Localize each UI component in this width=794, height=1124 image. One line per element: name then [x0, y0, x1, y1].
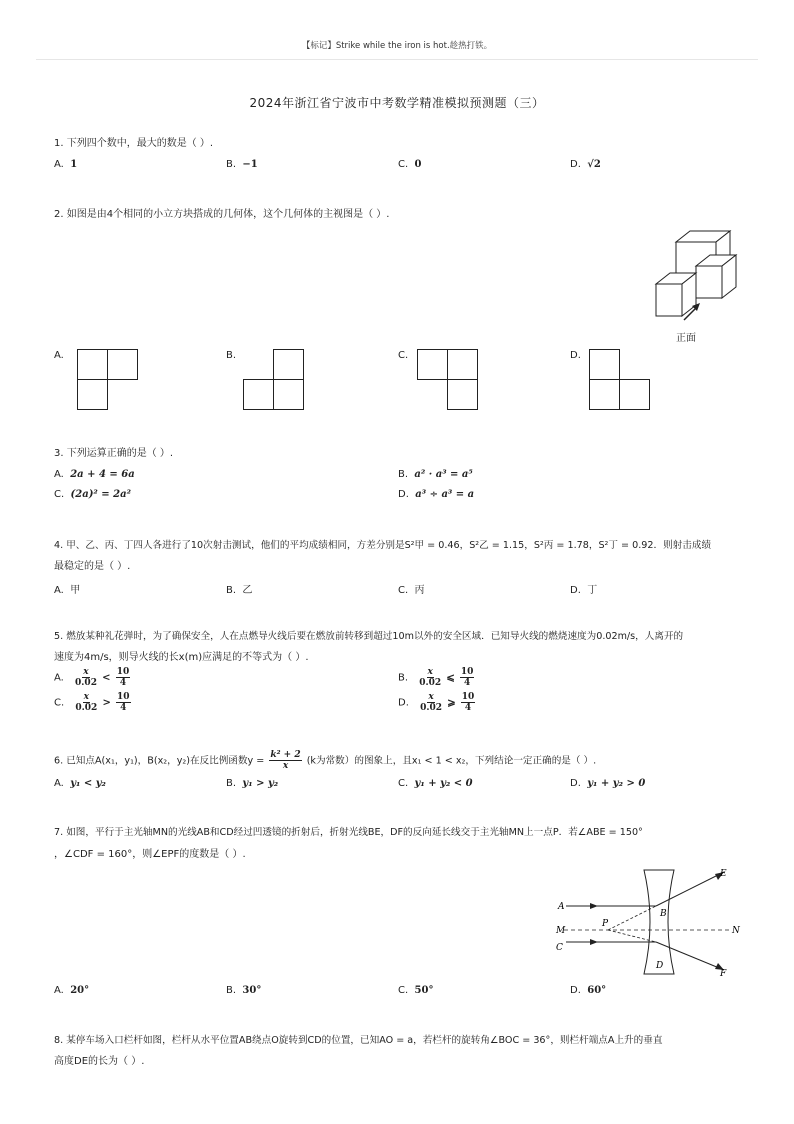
label-c: C	[556, 943, 563, 953]
q2-option-c-label[interactable]: C.	[398, 350, 409, 361]
fraction	[116, 692, 131, 713]
fraction	[75, 667, 97, 688]
q2-figure-caption: 正面	[676, 333, 696, 344]
option-text: 50°	[414, 985, 434, 996]
denominator: x	[282, 761, 289, 771]
option-label: B.	[226, 985, 237, 996]
q2-option-d-label[interactable]: D.	[570, 350, 581, 361]
concave-lens	[644, 870, 674, 974]
fraction	[420, 692, 442, 713]
option-text: −1	[242, 159, 258, 170]
q4-option-d[interactable]	[570, 581, 597, 596]
option-text: 丙	[414, 585, 425, 596]
q5-option-b[interactable]	[398, 667, 476, 688]
function-fraction	[269, 750, 301, 771]
q7-option-a[interactable]	[54, 985, 89, 996]
q1-stem: 1. 下列四个数中，最大的数是（ ）.	[54, 138, 214, 149]
option-label: D.	[398, 489, 409, 500]
q8-stem-line1: 8. 某停车场入口栏杆如图，栏杆从水平位置AB绕点O旋转到CD的位置，已知AO = a，若栏杆的旋转角∠BOC = 36°，则栏杆端点A上升的垂直	[54, 1035, 663, 1046]
operator: ⩽	[446, 672, 455, 684]
numerator: 10	[116, 667, 130, 677]
numerator: 10	[460, 667, 474, 677]
numerator: 10	[117, 692, 130, 702]
q3-option-c[interactable]	[54, 489, 131, 500]
option-text: y₁ > y₂	[242, 778, 279, 789]
q6-option-b[interactable]	[226, 778, 278, 789]
option-label: C.	[398, 159, 409, 170]
operator: ⩾	[447, 697, 456, 709]
q4-option-b[interactable]	[226, 581, 252, 596]
option-text: 乙	[242, 585, 253, 596]
option-label: C.	[54, 489, 65, 500]
option-label: C.	[398, 778, 409, 789]
label-d: D	[656, 961, 664, 971]
q6-option-a[interactable]	[54, 778, 106, 789]
q3-option-d[interactable]	[398, 489, 474, 500]
label-b: B	[660, 909, 667, 919]
extension-pd	[608, 930, 656, 942]
q2-option-b-view[interactable]	[242, 348, 306, 414]
stem-part: (k为常数）的图象上，且x₁ < 1 < x₂，下列结论一定正确的是（ ）.	[306, 755, 597, 767]
denominator: 0.02	[419, 678, 442, 688]
numerator: k² + 2	[270, 750, 301, 760]
q4-option-c[interactable]	[398, 581, 425, 596]
denominator: 4	[120, 703, 127, 713]
q8-stem-line2: 高度DE的长为（ ）.	[54, 1056, 145, 1067]
option-text: √2	[587, 159, 601, 170]
option-label: A.	[54, 159, 64, 170]
option-text: 2a + 4 = 6a	[70, 469, 135, 480]
q2-option-b-label[interactable]: B.	[226, 350, 237, 361]
q7-lens-figure	[552, 862, 748, 980]
option-text: a² · a³ = a⁵	[414, 469, 473, 480]
option-label: D.	[570, 778, 581, 789]
option-label: A.	[54, 672, 64, 684]
fraction	[461, 692, 476, 713]
option-label: D.	[398, 697, 409, 709]
q7-stem-line2: ，∠CDF = 160°，则∠EPF的度数是（ ）.	[54, 849, 246, 860]
label-m: M	[556, 926, 566, 936]
option-text: y₁ + y₂ < 0	[414, 778, 473, 789]
cube-face	[656, 284, 682, 316]
option-label: C.	[398, 985, 409, 996]
label-p: P	[602, 919, 609, 929]
numerator: x	[428, 692, 434, 702]
q1-option-b[interactable]	[226, 159, 258, 170]
operator: >	[102, 697, 111, 709]
q2-option-a-label[interactable]: A.	[54, 350, 64, 361]
option-label: B.	[226, 778, 237, 789]
q3-stem: 3. 下列运算正确的是（ ）.	[54, 448, 174, 459]
q2-cube-figure	[648, 228, 744, 348]
option-text: 丁	[587, 585, 598, 596]
q7-option-b[interactable]	[226, 985, 261, 996]
q7-stem-line1: 7. 如图，平行于主光轴MN的光线AB和CD经过凹透镜的折射后，折射光线BE，DF的反向延长线交于主光轴MN上一点P．若∠ABE = 150°	[54, 827, 643, 838]
option-label: D.	[570, 585, 581, 596]
option-text: 甲	[70, 585, 81, 596]
cube-face	[696, 266, 722, 298]
option-label: B.	[226, 159, 237, 170]
denominator: 4	[464, 703, 472, 713]
q4-stem-line2: 最稳定的是（ ）.	[54, 561, 131, 572]
q5-option-d[interactable]	[398, 692, 477, 713]
option-text: a³ ÷ a³ = a	[415, 489, 475, 500]
option-text: y₁ + y₂ > 0	[587, 778, 646, 789]
header-divider	[36, 59, 758, 60]
q2-option-a-view[interactable]	[76, 348, 140, 414]
numerator: x	[427, 667, 433, 677]
q2-stem: 2. 如图是由4个相同的小立方块搭成的几何体，这个几何体的主视图是（ ）.	[54, 209, 390, 220]
denominator: 4	[119, 678, 127, 688]
label-e: E	[720, 869, 727, 879]
stem-part: 6. 已知点A(x₁，y₁)，B(x₂，y₂)在反比例函数y =	[54, 755, 265, 767]
numerator: x	[83, 667, 89, 677]
q3-option-b[interactable]	[398, 469, 473, 480]
denominator: 4	[464, 678, 471, 688]
q1-option-d[interactable]	[570, 159, 601, 170]
label-a: A	[558, 902, 565, 912]
option-label: C.	[398, 585, 409, 596]
q2-option-d-view[interactable]	[588, 348, 654, 414]
fraction	[116, 667, 131, 688]
q5-stem-line1: 5. 燃放某种礼花弹时，为了确保安全，人在点燃导火线后要在燃放前转移到超过10m以外的安全区域．已知导火线的燃烧速度为0.02m/s，人离开的	[54, 631, 684, 642]
option-label: B.	[398, 469, 409, 480]
header-note: 【标记】Strike while the iron is hot.趁热打铁。	[301, 41, 493, 51]
option-text: 60°	[587, 985, 607, 996]
denominator: 0.02	[420, 703, 442, 713]
q3-option-a[interactable]	[54, 469, 135, 480]
option-label: A.	[54, 778, 64, 789]
q7-option-c[interactable]	[398, 985, 433, 996]
option-text: (2a)² = 2a²	[70, 489, 131, 500]
denominator: 0.02	[75, 703, 98, 713]
denominator: 0.02	[75, 678, 97, 688]
page-title: 2024年浙江省宁波市中考数学精准模拟预测题（三）	[249, 96, 545, 110]
q1-option-c[interactable]	[398, 159, 422, 170]
option-label: B.	[226, 585, 237, 596]
q4-stem-line1: 4. 甲、乙、丙、丁四人各进行了10次射击测试，他们的平均成绩相同，方差分别是S²甲 = 0.46，S²乙 = 1.15，S²丙 = 1.78，S²丁 = 0.92．则射击成绩	[54, 540, 712, 551]
label-f: F	[720, 969, 727, 979]
option-label: B.	[398, 672, 409, 684]
q5-option-a[interactable]	[54, 667, 132, 688]
fraction	[419, 667, 441, 688]
option-label: D.	[570, 985, 581, 996]
operator: <	[102, 672, 111, 684]
ray-arrow	[590, 903, 598, 909]
fraction	[75, 692, 97, 713]
option-label: A.	[54, 469, 64, 480]
option-label: C.	[54, 697, 65, 709]
q5-option-c[interactable]	[54, 692, 133, 713]
option-text: 1	[70, 159, 78, 170]
numerator: x	[83, 692, 89, 702]
q4-option-a[interactable]	[54, 581, 80, 596]
option-label: A.	[54, 585, 64, 596]
option-text: 20°	[70, 985, 90, 996]
q5-stem-line2: 速度为4m/s，则导火线的长x(m)应满足的不等式为（ ）.	[54, 652, 309, 663]
q6-stem	[54, 750, 596, 771]
numerator: 10	[461, 692, 475, 702]
q1-option-a[interactable]	[54, 159, 77, 170]
option-label: D.	[570, 159, 581, 170]
q2-option-c-view[interactable]	[416, 348, 480, 414]
label-n: N	[732, 926, 740, 936]
q6-option-d[interactable]	[570, 778, 645, 789]
option-text: 30°	[242, 985, 262, 996]
q6-option-c[interactable]	[398, 778, 473, 789]
ray-arrow	[590, 939, 598, 945]
fraction	[460, 667, 475, 688]
option-text: 0	[414, 159, 422, 170]
option-label: A.	[54, 985, 64, 996]
option-text: y₁ < y₂	[70, 778, 106, 789]
extension-pb	[608, 906, 656, 930]
q7-option-d[interactable]	[570, 985, 606, 996]
